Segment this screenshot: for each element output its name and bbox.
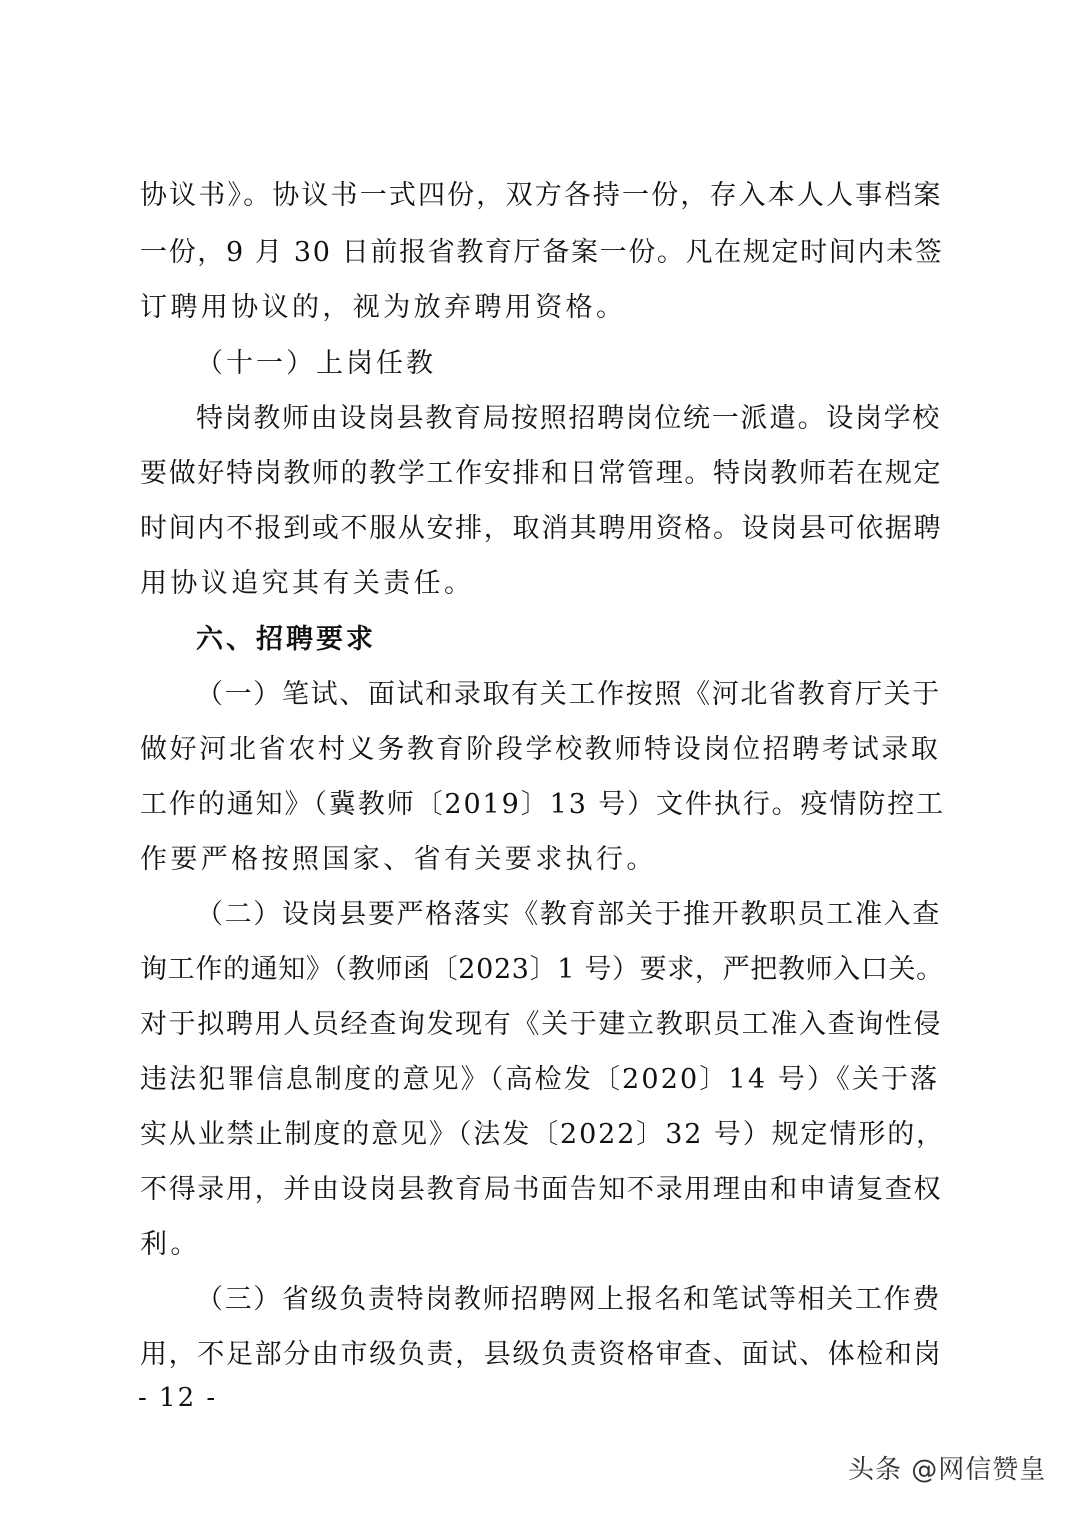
text-line: （三）省级负责特岗教师招聘网上报名和笔试等相关工作费 [196, 1284, 941, 1315]
text-line: 用协议追究其有关责任。 [140, 568, 475, 599]
text-line: 用，不足部分由市级负责，县级负责资格审查、面试、体检和岗 [140, 1339, 943, 1370]
watermark: 头条 @网信赞皇 [848, 1455, 1047, 1485]
page-number: - 12 - [138, 1383, 218, 1413]
text-line: 要做好特岗教师的教学工作安排和日常管理。特岗教师若在规定 [140, 458, 943, 489]
text-line: 时间内不报到或不服从安排，取消其聘用资格。设岗县可依据聘 [140, 513, 943, 544]
section-subheading: （十一）上岗任教 [196, 348, 436, 379]
text-line: 不得录用，并由设岗县教育局书面告知不录用理由和申请复查权 [140, 1174, 943, 1205]
text-line: 协议书》。协议书一式四份，双方各持一份，存入本人人事档案 [140, 180, 943, 211]
text-line: 特岗教师由设岗县教育局按照招聘岗位统一派遣。设岗学校 [196, 403, 941, 434]
text-line: （二）设岗县要严格落实《教育部关于推开教职员工准入查 [196, 899, 941, 930]
text-line: 一份，9 月 30 日前报省教育厅备案一份。凡在规定时间内未签 [140, 237, 944, 268]
text-line: 违法犯罪信息制度的意见》（高检发〔2020〕14 号）《关于落 [140, 1064, 940, 1095]
text-line: 订聘用协议的，视为放弃聘用资格。 [140, 292, 627, 323]
text-line: 实从业禁止制度的意见》（法发〔2022〕32 号）规定情形的， [140, 1119, 946, 1150]
text-line: 作要严格按照国家、省有关要求执行。 [140, 844, 657, 875]
text-line: 对于拟聘用人员经查询发现有《关于建立教职员工准入查询性侵 [140, 1009, 943, 1040]
text-line: 工作的通知》（冀教师〔2019〕13 号）文件执行。疫情防控工 [140, 789, 946, 820]
text-line: （一）笔试、面试和录取有关工作按照《河北省教育厅关于 [196, 679, 941, 710]
text-line: 做好河北省农村义务教育阶段学校教师特设岗位招聘考试录取 [140, 734, 941, 765]
text-line: 利。 [140, 1229, 201, 1260]
section-heading: 六、招聘要求 [196, 624, 376, 655]
text-line: 询工作的通知》（教师函〔2023〕1 号）要求，严把教师入口关。 [140, 954, 944, 985]
